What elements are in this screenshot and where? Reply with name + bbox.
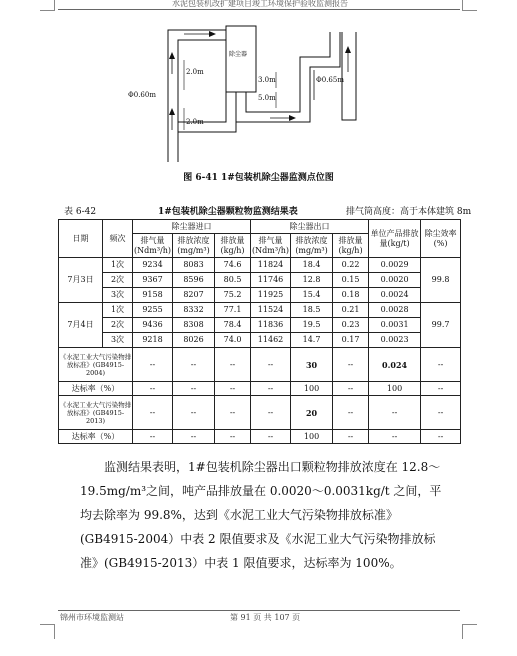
cell-dash: -- bbox=[173, 348, 215, 382]
stack-right bbox=[342, 32, 356, 120]
cell-in-rate: 78.4 bbox=[215, 318, 251, 333]
cell-out-flow: 11524 bbox=[251, 303, 291, 318]
cell-dash: -- bbox=[133, 396, 173, 430]
crop-mark bbox=[40, 0, 55, 11]
cell-date: 7月3日 bbox=[59, 258, 103, 303]
cell-out-flow: 11824 bbox=[251, 258, 291, 273]
cell-dash: -- bbox=[215, 348, 251, 382]
cell-dash: -- bbox=[173, 396, 215, 430]
page-header: 水泥包装机改扩建项目竣工环境保护验收监测报告 bbox=[172, 0, 348, 8]
cell-out-rate: 0.15 bbox=[333, 273, 369, 288]
table-row bbox=[59, 318, 461, 333]
cell-out-rate: 0.23 bbox=[333, 318, 369, 333]
label-diam-left: Φ0.60m bbox=[128, 91, 156, 99]
cell-freq: 1次 bbox=[103, 303, 133, 318]
cell-dash: -- bbox=[421, 396, 461, 430]
conclusion-text: 监测结果表明，1#包装机除尘器出口颗粒物排放浓度在 12.8～19.5mg/m³之间，吨产品排放量在 0.0020～0.0031kg/t 之间，平均去除率为 99.8%，达到《水泥工业大气污染物排放标准》(GB4915-2004）中表 2 限值要求及《水泥工业大气污染物排放标准》(GB4915-2013）中表 1 限值要求，达标率为 100%。 bbox=[80, 460, 442, 570]
cell-dash: -- bbox=[133, 348, 173, 382]
cell-std-unit: 0.024 bbox=[369, 348, 421, 382]
duct-left-inner bbox=[178, 40, 226, 162]
label-dim-right-bottom: 5.0m bbox=[258, 94, 276, 102]
header-rule bbox=[58, 9, 460, 10]
table-row bbox=[59, 273, 461, 288]
table-row bbox=[59, 303, 461, 318]
cell-dash: -- bbox=[421, 430, 461, 444]
crop-mark bbox=[462, 0, 477, 11]
table-row bbox=[59, 333, 461, 348]
table-note: 排气筒高度：高于本体建筑 8m bbox=[346, 207, 472, 217]
table-row bbox=[59, 258, 461, 273]
cell-dash: -- bbox=[215, 396, 251, 430]
cell-unit: 0.0024 bbox=[369, 288, 421, 303]
cell-unit: 0.0029 bbox=[369, 258, 421, 273]
cell-rate-label: 达标率（%） bbox=[59, 382, 133, 396]
cell-dash: -- bbox=[333, 348, 369, 382]
cell-in-conc: 8026 bbox=[173, 333, 215, 348]
cell-dash: -- bbox=[251, 348, 291, 382]
cell-out-flow: 11746 bbox=[251, 273, 291, 288]
footer-organization: 锦州市环境监测站 bbox=[60, 613, 124, 622]
footer-rule bbox=[58, 610, 460, 611]
conclusion-paragraph bbox=[80, 455, 450, 575]
cell-dash: -- bbox=[369, 396, 421, 430]
cell-standard-label: 《水泥工业大气污染物排放标准》(GB4915-2013) bbox=[59, 396, 133, 430]
cell-date: 7月4日 bbox=[59, 303, 103, 348]
cell-rate-label: 达标率（%） bbox=[59, 430, 133, 444]
cell-dash: -- bbox=[173, 382, 215, 396]
cell-in-rate: 80.5 bbox=[215, 273, 251, 288]
cell-in-conc: 8083 bbox=[173, 258, 215, 273]
cell-unit: 0.0031 bbox=[369, 318, 421, 333]
results-table bbox=[58, 219, 461, 444]
table-row-standard-2004 bbox=[59, 348, 461, 382]
header-out-conc: 排放浓度 (mg/m³) bbox=[291, 234, 333, 258]
cell-rate-unit: 100 bbox=[369, 382, 421, 396]
label-dim-top: 2.0m bbox=[186, 68, 204, 76]
dust-collector-box bbox=[226, 26, 256, 92]
cell-in-rate: 74.6 bbox=[215, 258, 251, 273]
cell-in-flow: 9158 bbox=[133, 288, 173, 303]
cell-out-conc: 18.5 bbox=[291, 303, 333, 318]
cell-in-rate: 75.2 bbox=[215, 288, 251, 303]
cell-dash: -- bbox=[251, 396, 291, 430]
header-out-flow: 排气量 (Ndm³/h) bbox=[251, 234, 291, 258]
cell-out-conc: 14.7 bbox=[291, 333, 333, 348]
cell-dash: -- bbox=[133, 430, 173, 444]
cell-unit: 0.0023 bbox=[369, 333, 421, 348]
figure-caption: 图 6-41 1#包装机除尘器监测点位图 bbox=[183, 173, 334, 183]
header-date: 日期 bbox=[59, 220, 103, 258]
cell-out-rate: 0.17 bbox=[333, 333, 369, 348]
page-number: 第 91 页 共 107 页 bbox=[230, 613, 301, 622]
cell-out-flow: 11836 bbox=[251, 318, 291, 333]
table-row-standard-2013 bbox=[59, 396, 461, 430]
cell-dash: -- bbox=[215, 430, 251, 444]
header-eff: 除尘效率 (%) bbox=[421, 220, 461, 258]
cell-standard-label: 《水泥工业大气污染物排放标准》(GB4915-2004) bbox=[59, 348, 133, 382]
cell-freq: 2次 bbox=[103, 273, 133, 288]
table-number: 表 6-42 bbox=[64, 207, 97, 217]
duct-bottom bbox=[178, 82, 226, 122]
table-title: 1#包装机除尘器颗粒物监测结果表 bbox=[158, 207, 298, 217]
cell-in-conc: 8332 bbox=[173, 303, 215, 318]
cell-dash: -- bbox=[251, 382, 291, 396]
cell-out-rate: 0.22 bbox=[333, 258, 369, 273]
cell-in-conc: 8207 bbox=[173, 288, 215, 303]
cell-in-rate: 77.1 bbox=[215, 303, 251, 318]
cell-dash: -- bbox=[215, 382, 251, 396]
cell-eff: 99.8 bbox=[421, 258, 461, 303]
duct-bottom-inner bbox=[178, 92, 236, 132]
cell-dash: -- bbox=[173, 430, 215, 444]
cell-dash: -- bbox=[333, 396, 369, 430]
cell-out-flow: 11462 bbox=[251, 333, 291, 348]
cell-dash: -- bbox=[333, 430, 369, 444]
table-row-compliance-1 bbox=[59, 382, 461, 396]
cell-eff: 99.7 bbox=[421, 303, 461, 348]
cell-in-rate: 74.0 bbox=[215, 333, 251, 348]
cell-out-rate: 0.18 bbox=[333, 288, 369, 303]
cell-out-conc: 15.4 bbox=[291, 288, 333, 303]
cell-dash: -- bbox=[133, 382, 173, 396]
cell-unit: 0.0028 bbox=[369, 303, 421, 318]
cell-in-conc: 8596 bbox=[173, 273, 215, 288]
header-out-rate: 排放量 (kg/h) bbox=[333, 234, 369, 258]
cell-dash: -- bbox=[251, 430, 291, 444]
cell-in-flow: 9234 bbox=[133, 258, 173, 273]
cell-out-conc: 18.4 bbox=[291, 258, 333, 273]
table-title-row bbox=[58, 204, 472, 218]
header-in-rate: 排放量 (kg/h) bbox=[215, 234, 251, 258]
crop-mark bbox=[40, 624, 55, 639]
duct-left-outer bbox=[168, 30, 226, 162]
label-dim-right-top: 3.0m bbox=[258, 76, 276, 84]
header-outlet: 除尘器出口 bbox=[251, 220, 369, 234]
cell-in-flow: 9436 bbox=[133, 318, 173, 333]
cell-dash: -- bbox=[369, 430, 421, 444]
cell-in-flow: 9367 bbox=[133, 273, 173, 288]
cell-rate-conc: 100 bbox=[291, 430, 333, 444]
cell-dash: -- bbox=[333, 382, 369, 396]
crop-mark bbox=[462, 624, 477, 639]
cell-in-flow: 9255 bbox=[133, 303, 173, 318]
cell-freq: 2次 bbox=[103, 318, 133, 333]
table-row bbox=[59, 288, 461, 303]
header-unit: 单位产品排放量(kg/t) bbox=[369, 220, 421, 258]
header-inlet: 除尘器进口 bbox=[133, 220, 251, 234]
cell-out-flow: 11925 bbox=[251, 288, 291, 303]
header-in-flow: 排气量 (Ndm³/h) bbox=[133, 234, 173, 258]
header-in-conc: 排放浓度 (mg/m³) bbox=[173, 234, 215, 258]
cell-std-conc: 30 bbox=[291, 348, 333, 382]
cell-dash: -- bbox=[421, 382, 461, 396]
cell-freq: 1次 bbox=[103, 258, 133, 273]
cell-freq: 3次 bbox=[103, 333, 133, 348]
cell-freq: 3次 bbox=[103, 288, 133, 303]
cell-out-conc: 12.8 bbox=[291, 273, 333, 288]
monitoring-point-diagram bbox=[120, 12, 400, 167]
cell-rate-conc: 100 bbox=[291, 382, 333, 396]
cell-in-conc: 8308 bbox=[173, 318, 215, 333]
cell-std-conc: 20 bbox=[291, 396, 333, 430]
table-row-compliance-2 bbox=[59, 430, 461, 444]
cell-unit: 0.0020 bbox=[369, 273, 421, 288]
cell-dash: -- bbox=[421, 348, 461, 382]
cell-out-conc: 19.5 bbox=[291, 318, 333, 333]
label-collector: 除尘器 bbox=[229, 51, 248, 58]
header-freq: 频次 bbox=[103, 220, 133, 258]
label-diam-right: Φ0.65m bbox=[316, 76, 344, 84]
cell-in-flow: 9218 bbox=[133, 333, 173, 348]
label-dim-bottom: 2.0m bbox=[186, 118, 204, 126]
cell-out-rate: 0.21 bbox=[333, 303, 369, 318]
